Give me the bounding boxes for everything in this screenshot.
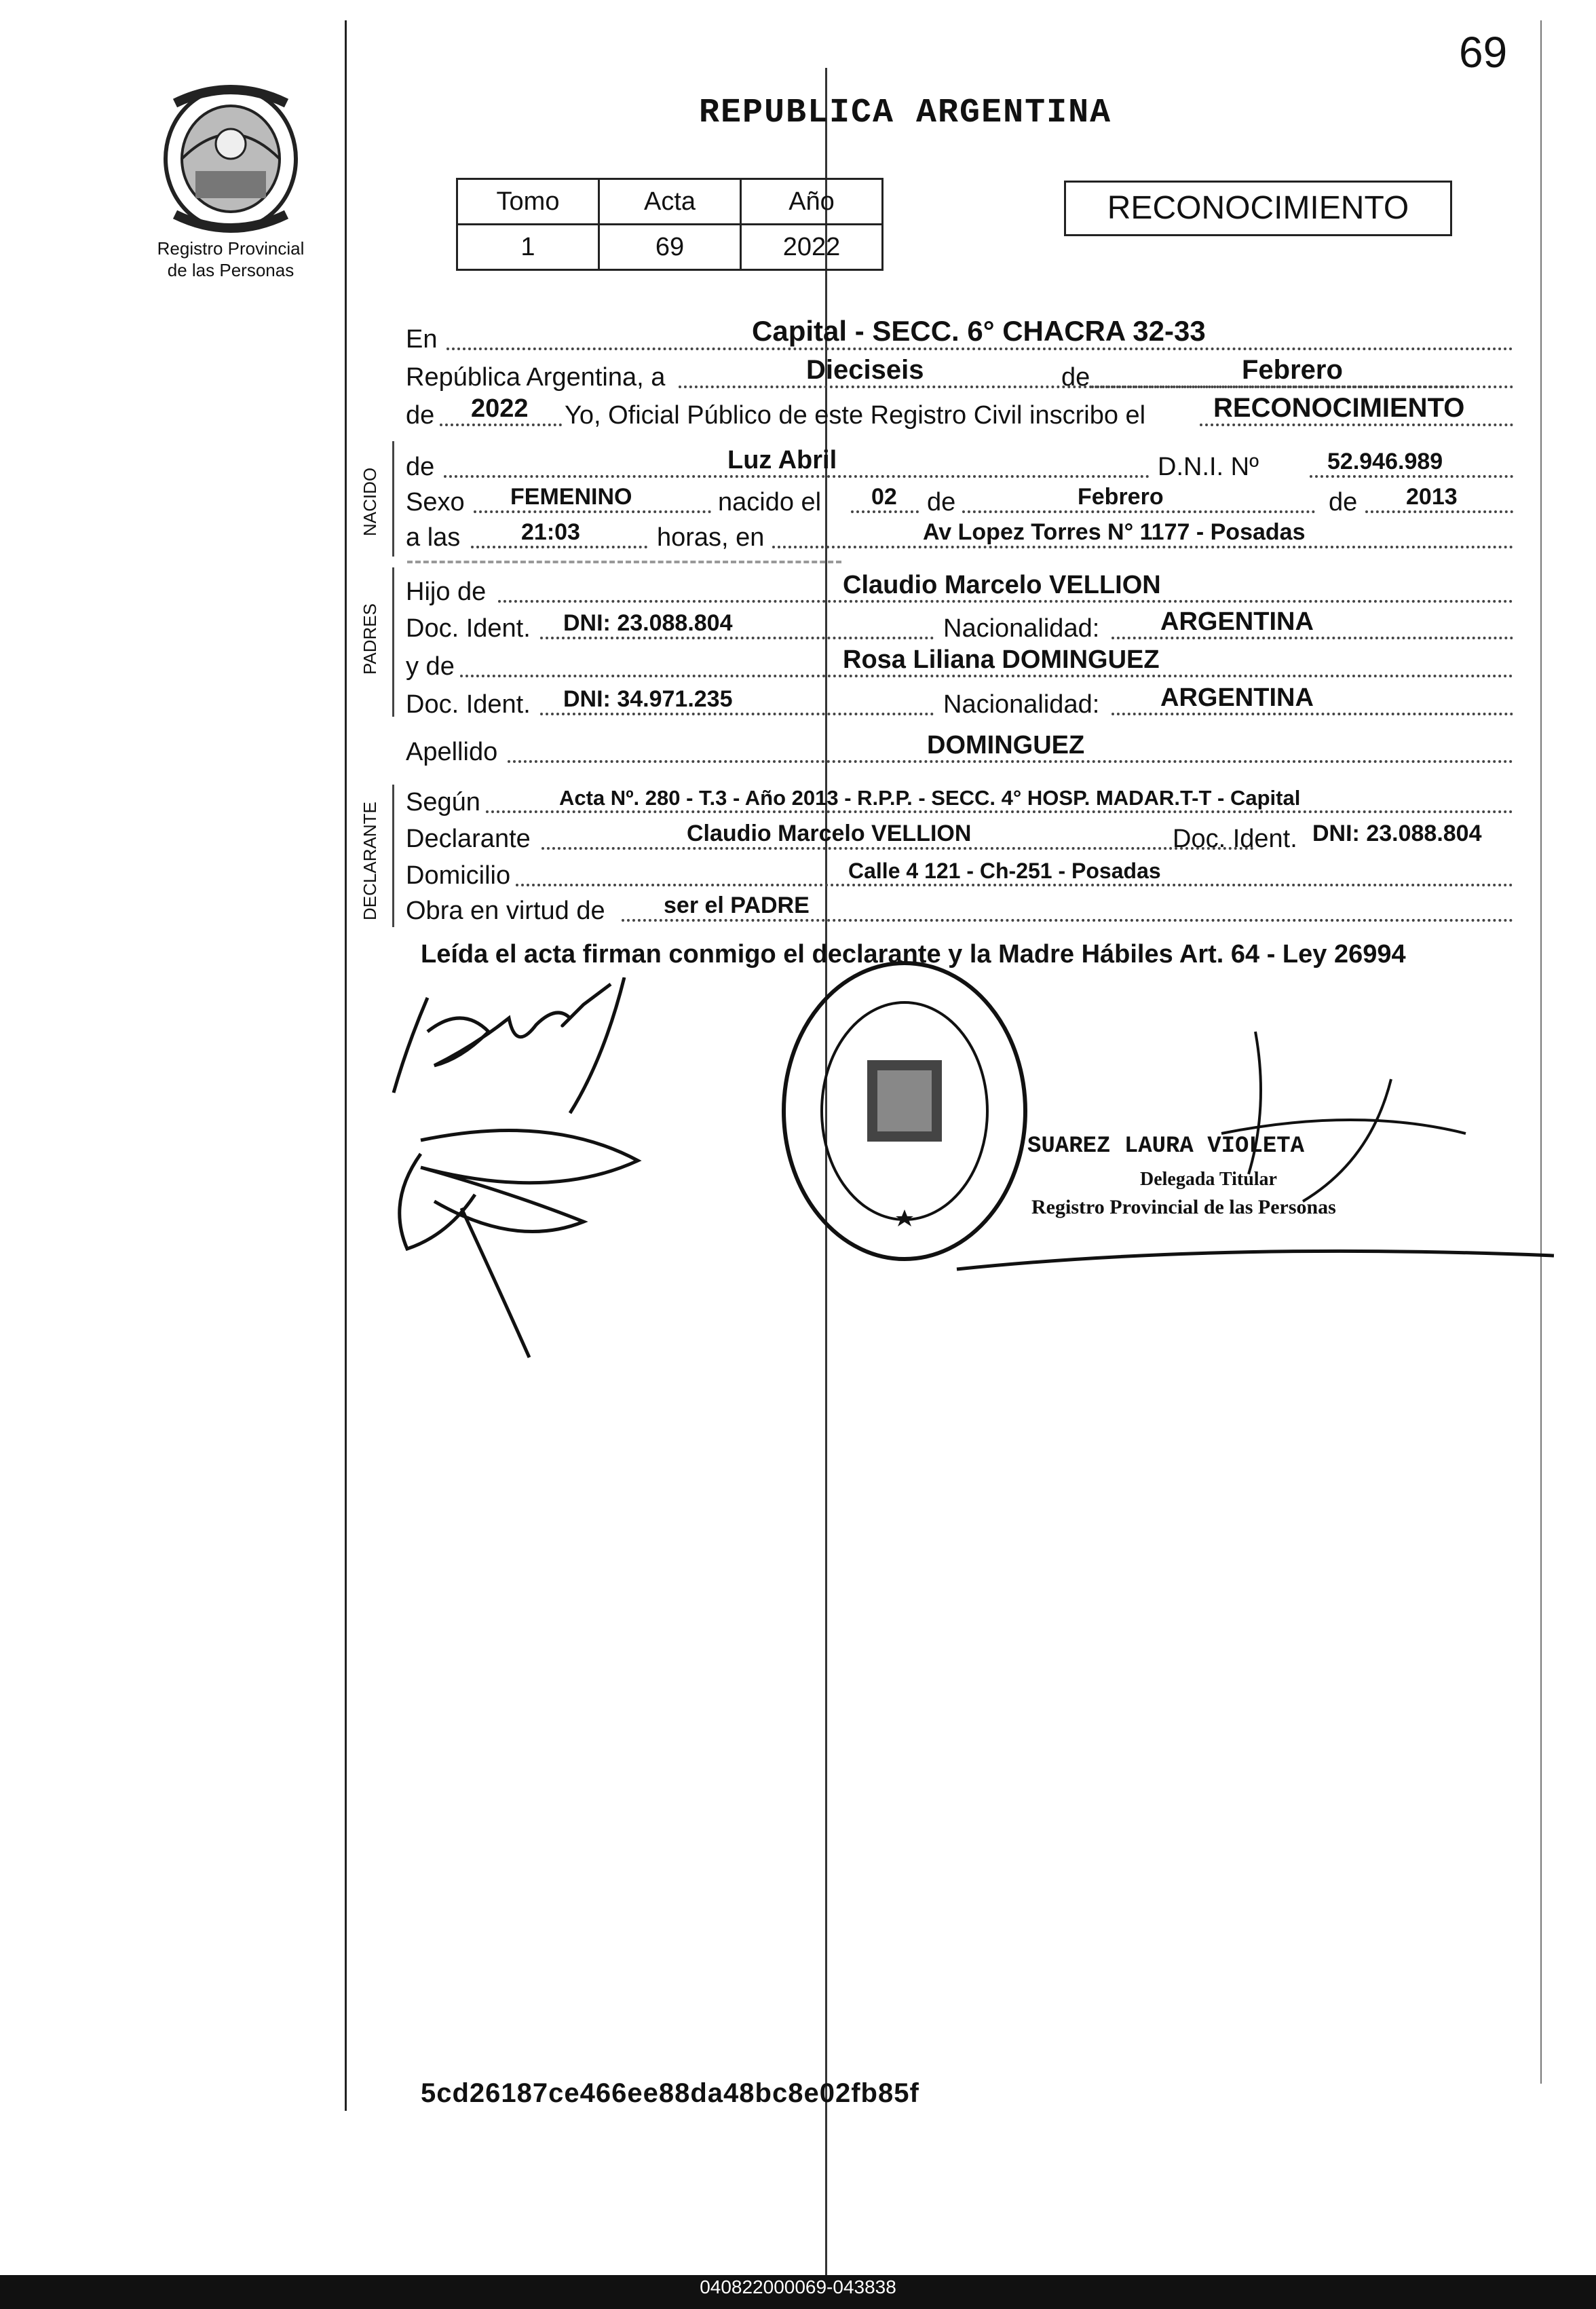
dotted-line	[508, 760, 1513, 763]
domicilio-value: Calle 4 121 - Ch-251 - Posadas	[848, 859, 1161, 883]
dotted-line	[486, 810, 1513, 813]
padres-bracket	[392, 567, 394, 717]
de-year-label: de	[406, 401, 435, 430]
dotted-line	[540, 713, 934, 715]
registry-header-tomo: Tomo	[457, 179, 599, 225]
child-dni: 52.946.989	[1327, 449, 1443, 474]
row-republica	[406, 355, 1513, 392]
mother-nac-label: Nacionalidad:	[943, 690, 1100, 719]
dotted-line	[471, 546, 647, 548]
father-doc: DNI: 23.088.804	[563, 610, 733, 636]
registry-table	[456, 178, 884, 271]
mother-nationality: ARGENTINA	[1160, 683, 1314, 712]
dotted-line	[1091, 386, 1513, 388]
republica-label: República Argentina, a	[406, 363, 666, 392]
declarante-value: Claudio Marcelo VELLION	[687, 821, 972, 846]
domicilio-label: Domicilio	[406, 861, 511, 890]
dotted-line	[851, 510, 919, 513]
father-doc-label: Doc. Ident.	[406, 614, 531, 643]
closing-statement: Leída el acta firman conmigo el declarante y la Madre Hábiles Art. 64 - Ley 26994	[421, 940, 1406, 969]
row-official	[406, 393, 1513, 430]
sexo-value: FEMENINO	[510, 484, 632, 510]
barcode-number: 040822000069-043838	[700, 2276, 896, 2297]
birth-month: Febrero	[1078, 484, 1164, 510]
birth-de2-label: de	[1329, 488, 1358, 517]
sexo-label: Sexo	[406, 488, 465, 517]
section-divider	[407, 561, 841, 563]
declarant-signature-icon	[380, 977, 706, 1371]
row-mother	[406, 647, 1513, 681]
dotted-line	[542, 847, 1254, 850]
official-org: Registro Provincial de las Personas	[1031, 1196, 1336, 1218]
birth-day: 02	[871, 484, 897, 510]
row-en	[406, 315, 1513, 354]
dotted-line	[1310, 475, 1513, 478]
nacido-de-label: de	[406, 453, 435, 481]
padres-section-label: PADRES	[360, 603, 380, 675]
horas-label: horas, en	[657, 523, 765, 552]
act-type-box: RECONOCIMIENTO	[1064, 181, 1452, 236]
mother-name: Rosa Liliana DOMINGUEZ	[843, 645, 1160, 674]
de-label: de	[1061, 363, 1090, 392]
official-role: Delegada Titular	[1140, 1169, 1277, 1190]
row-nacido-sex	[406, 483, 1513, 517]
father-name: Claudio Marcelo VELLION	[843, 571, 1161, 599]
year-value: 2022	[471, 394, 529, 423]
declarante-doc: DNI: 23.088.804	[1312, 821, 1482, 846]
declarante-bracket	[392, 785, 394, 927]
dotted-line	[1200, 424, 1513, 426]
obra-value: ser el PADRE	[664, 893, 810, 918]
a-las-label: a las	[406, 523, 461, 552]
document-title: REPUBLICA ARGENTINA	[699, 94, 1112, 132]
row-father-doc	[406, 609, 1513, 643]
dotted-line	[1112, 713, 1513, 715]
dotted-line	[440, 424, 562, 426]
row-mother-doc	[406, 683, 1513, 719]
mother-doc: DNI: 34.971.235	[563, 686, 733, 712]
hijo-de-label: Hijo de	[406, 578, 487, 606]
registry-value-tomo: 1	[457, 225, 599, 270]
segun-label: Según	[406, 788, 480, 816]
declarante-label: Declarante	[406, 825, 531, 853]
row-segun	[406, 783, 1513, 817]
dotted-line	[772, 546, 1513, 548]
nacido-section-label: NACIDO	[360, 467, 380, 536]
dotted-line	[460, 675, 1513, 677]
birth-year: 2013	[1406, 484, 1458, 510]
page-number: 69	[1459, 28, 1508, 77]
row-obra	[406, 892, 1513, 926]
apellido-label: Apellido	[406, 738, 498, 766]
month-value: Febrero	[1242, 355, 1343, 385]
registry-caption: Registro Provincial de las Personas	[157, 238, 305, 280]
birth-place: Av Lopez Torres N° 1177 - Posadas	[923, 519, 1306, 545]
father-nationality: ARGENTINA	[1160, 607, 1314, 636]
province-coat-of-arms-icon	[155, 83, 307, 235]
father-nac-label: Nacionalidad:	[943, 614, 1100, 643]
left-margin-line	[345, 20, 347, 2111]
dotted-line	[962, 510, 1315, 513]
document-hash: 5cd26187ce466ee88da48bc8e02fb85f	[421, 2078, 919, 2108]
mother-doc-label: Doc. Ident.	[406, 690, 531, 719]
en-value: Capital - SECC. 6° CHACRA 32-33	[752, 315, 1206, 347]
row-domicilio	[406, 857, 1513, 890]
registry-header-ano: Año	[741, 179, 883, 225]
dotted-line	[1365, 510, 1513, 513]
registry-value-ano: 2022	[741, 225, 883, 270]
dotted-line	[498, 600, 1513, 603]
declarante-doc-label: Doc. Ident.	[1173, 825, 1297, 853]
nacido-bracket	[392, 441, 394, 557]
row-declarante	[406, 820, 1513, 854]
act-value: RECONOCIMIENTO	[1213, 393, 1465, 423]
child-name: Luz Abril	[727, 446, 837, 474]
row-nacido-name	[406, 448, 1513, 482]
row-apellido	[406, 733, 1513, 767]
nacido-el-label: nacido el	[718, 488, 822, 517]
dni-label: D.N.I. Nº	[1158, 453, 1259, 481]
registry-value-row	[457, 225, 883, 270]
day-value: Dieciseis	[806, 355, 924, 385]
dotted-line	[444, 475, 1150, 478]
y-de-label: y de	[406, 652, 455, 681]
dotted-line	[474, 510, 711, 513]
official-text: Yo, Oficial Público de este Registro Civil inscribo el	[565, 401, 1146, 430]
dotted-line	[1112, 637, 1513, 639]
declarante-section-label: DECLARANTE	[360, 802, 380, 920]
segun-value: Acta Nº. 280 - T.3 - Año 2013 - R.P.P. - SECC. 4° HOSP. MADAR.T-T - Capital	[559, 786, 1301, 810]
obra-label: Obra en virtud de	[406, 897, 605, 925]
dotted-line	[446, 348, 1513, 350]
row-father	[406, 573, 1513, 607]
apellido-value: DOMINGUEZ	[927, 731, 1085, 759]
registry-header-row	[457, 179, 883, 225]
en-label: En	[406, 325, 438, 354]
birth-time: 21:03	[521, 519, 580, 545]
registry-header-acta: Acta	[599, 179, 741, 225]
dotted-line	[540, 637, 934, 639]
birth-de-label: de	[927, 488, 956, 517]
dotted-line	[622, 919, 1513, 922]
dotted-line	[516, 884, 1513, 886]
row-nacido-time	[406, 519, 1513, 552]
registry-value-acta: 69	[599, 225, 741, 270]
official-name: SUAREZ LAURA VIOLETA	[1027, 1133, 1305, 1159]
